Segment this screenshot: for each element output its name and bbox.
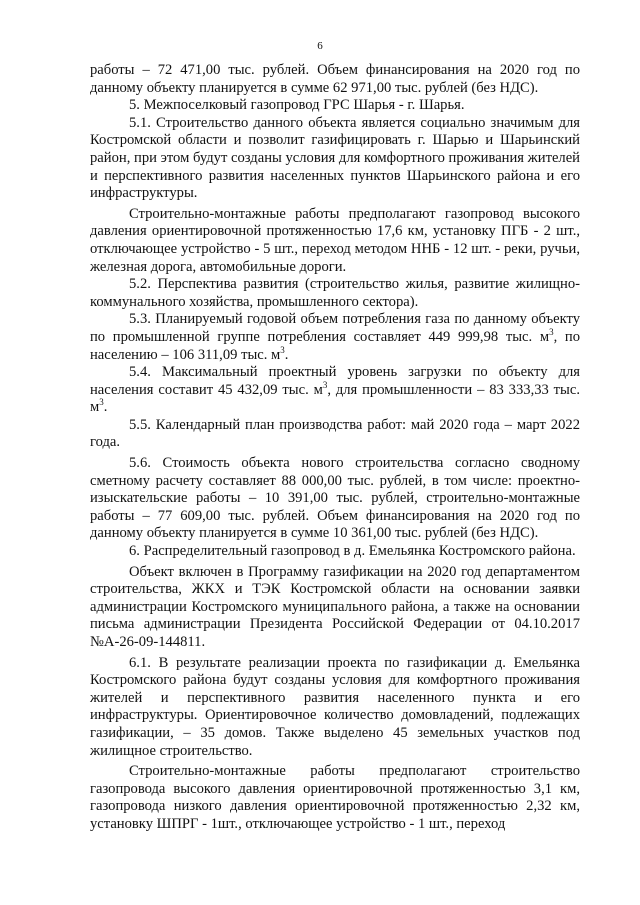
paragraph-financing-continuation: работы – 72 471,00 тыс. рублей. Объем финансирования на 2020 год по данному объекту планируется в сумме 62 971,00 тыс. рублей (без НДС).	[90, 62, 580, 96]
paragraph-5-6: 5.6. Стоимость объекта нового строительства согласно сводному сметному расчету составляет 88 000,00 тыс. рублей, в том числе: проектно-изыскательские работы – 10 391,00 тыс. рублей, строительно-монтажные работы – 77 609,00 тыс. рублей. Объем финансирования на 2020 год по данному объекту планируется в сумме 10 361,00 тыс. рублей (без НДС).	[90, 455, 580, 542]
paragraph-5-2: 5.2. Перспектива развития (строительство жилья, развитие жилищно-коммунального хозяйства, промышленного сектора).	[90, 276, 580, 310]
page-number: 6	[317, 40, 323, 52]
paragraph-construction-works: Строительно-монтажные работы предполагают газопровод высокого давления ориентировочной протяженностью 17,6 км, установку ПГБ - 2 шт., отключающее устройство - 5 шт., переход методом ННБ - 12 шт. - реки, ручьи, железная дорога, автомобильные дороги.	[90, 205, 580, 275]
paragraph-5-4: 5.4. Максимальный проектный уровень загрузки по объекту для населения составит 45 432,09 тыс. $м^3$, для промышленности – 83 333,33 тыс. $м^3$.	[90, 364, 580, 416]
section-6-heading: 6. Распределительный газопровод в д. Емельянка Костромского района.	[129, 543, 576, 560]
paragraph-construction-works-6: Строительно-монтажные работы предполагают строительство газопровода высокого давления ориентировочной протяженностью 3,1 км, газопровода низкого давления ориентировочной протяженностью 2,32 км, установку ШПРГ - 1шт., отключающее устройство - 1 шт., переход	[90, 763, 580, 832]
paragraph-5-3: 5.3. Планируемый годовой объем потребления газа по данному объекту по промышленной группе потребления составляет 449 999,98 тыс. $м^3$, по населению – 106 311,09 тыс. $м^3$.	[90, 311, 580, 363]
paragraph-program-inclusion: Объект включен в Программу газификации на 2020 год департаментом строительства, ЖКХ и ТЭК Костромской области на основании заявки администрации Костромского муниципального района, а также на основании письма администрации Президента Российской Федерации от 04.10.2017 №А-26-09-144811.	[90, 563, 580, 650]
paragraph-5-5: 5.5. Календарный план производства работ: май 2020 года – март 2022 года.	[90, 416, 580, 451]
document-body	[90, 62, 580, 834]
paragraph-5-1: 5.1. Строительство данного объекта является социально значимым для Костромской области и позволит газифицировать г. Шарью и Шарьинский район, при этом будут созданы условия для комфортного проживания жителей и перспективного развития населенных пунктов Шарьинского района и его инфраструктуры.	[90, 114, 580, 202]
section-5-heading: 5. Межпоселковый газопровод ГРС Шарья - г. Шарья.	[129, 97, 465, 114]
paragraph-6-1: 6.1. В результате реализации проекта по газификации д. Емельянка Костромского района будут созданы условия для комфортного проживания жителей и перспективного развития населенного пункта и его инфраструктуры. Ориентировочное количество домовладений, подлежащих газификации, – 35 домов. Также выделено 45 земельных участков под жилищное строительство.	[90, 654, 580, 759]
